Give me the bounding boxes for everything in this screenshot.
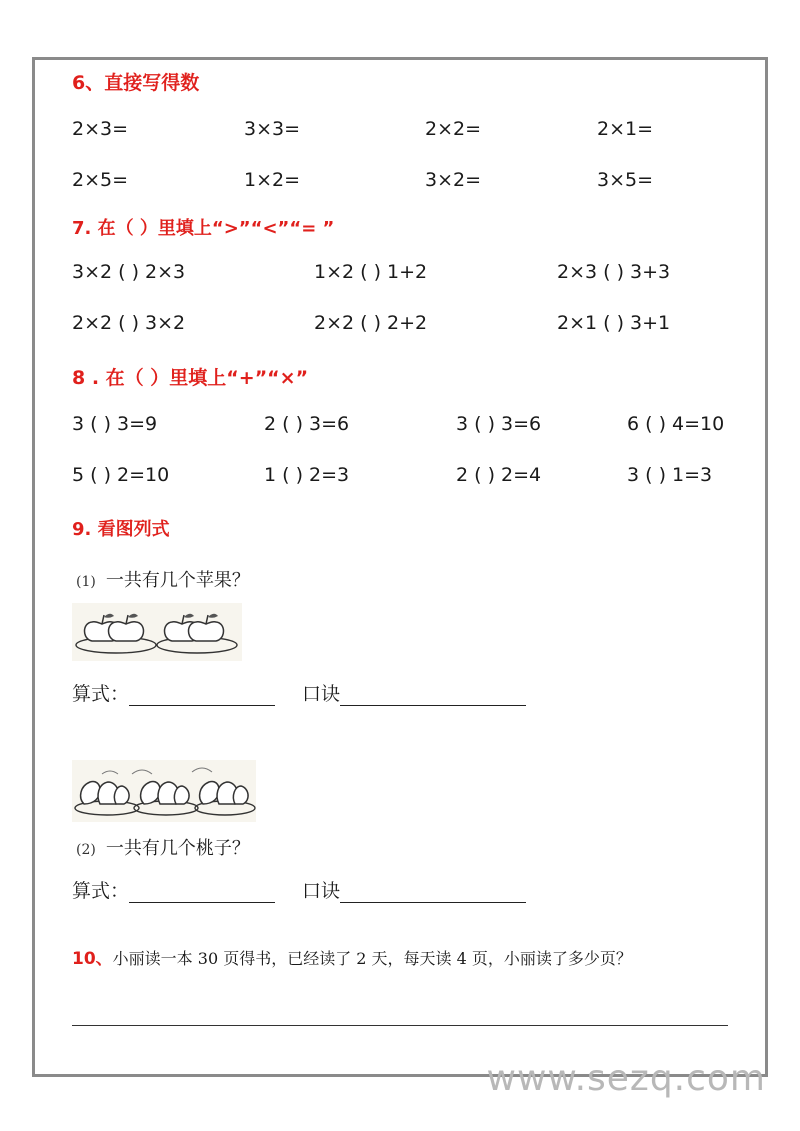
q9-part2-num: (2) [76,842,96,858]
q8-row-2 [0,464,800,494]
q6-row-1 [0,118,800,148]
q8-item: 6 ( ) 4=10 [627,413,725,435]
q9-part1-num: (1) [76,574,96,590]
q7-item: 2×2 ( ) 2+2 [314,312,428,334]
rhyme-label: 口诀 [302,880,341,902]
q6-item: 2×3= [72,118,129,140]
q10-question [72,944,632,969]
formula-label: 算式： [72,880,130,902]
q7-item: 3×2 ( ) 2×3 [72,261,186,283]
rhyme-label: 口诀 [302,683,341,705]
q8-item: 2 ( ) 3=6 [264,413,350,435]
q6-title: 6、直接写得数 [72,72,200,94]
q9-part2-question [76,834,250,860]
formula-label: 算式： [72,683,130,705]
formula-blank[interactable] [129,685,275,706]
q10-num: 10、 [72,949,113,969]
q8-item: 1 ( ) 2=3 [264,464,350,486]
q9-part2-answer-line [72,876,526,903]
q6-item: 3×5= [597,169,654,191]
q6-item: 2×1= [597,118,654,140]
q7-row-2 [0,312,800,342]
q7-title: 7. 在（ ）里填上“>”“<”“= ” [72,218,335,239]
q6-item: 2×2= [425,118,482,140]
q8-title: 8 . 在（ ）里填上“+”“×” [72,367,309,389]
q7-item: 1×2 ( ) 1+2 [314,261,428,283]
q9-part1-text: 一共有几个苹果？ [105,570,250,591]
rhyme-blank[interactable] [340,882,526,903]
apple-plate-illustration [72,603,242,661]
q10-text: 小丽读一本 30 页得书，已经读了 2 天，每天读 4 页，小丽读了多少页？ [112,949,632,968]
q8-row-1 [0,413,800,443]
q7-item: 2×3 ( ) 3+3 [557,261,671,283]
q9-title: 9. 看图列式 [72,519,170,540]
peach-plate-illustration [72,760,256,822]
q7-item: 2×2 ( ) 3×2 [72,312,186,334]
q9-part1-question [76,566,250,592]
peach-icon [81,781,248,804]
q8-item: 5 ( ) 2=10 [72,464,170,486]
q8-item: 3 ( ) 3=6 [456,413,542,435]
q7-row-1 [0,261,800,291]
q6-item: 3×2= [425,169,482,191]
q8-item: 3 ( ) 1=3 [627,464,713,486]
q7-item: 2×1 ( ) 3+1 [557,312,671,334]
q6-item: 2×5= [72,169,129,191]
q6-item: 3×3= [244,118,301,140]
q8-item: 3 ( ) 3=9 [72,413,158,435]
formula-blank[interactable] [129,882,275,903]
q9-part2-text: 一共有几个桃子？ [105,838,250,859]
q9-part1-answer-line [72,679,526,706]
watermark: www.sezq.com [486,1058,766,1099]
q6-item: 1×2= [244,169,301,191]
q8-item: 2 ( ) 2=4 [456,464,542,486]
rhyme-blank[interactable] [340,685,526,706]
q6-row-2 [0,169,800,199]
q10-answer-line[interactable] [72,1025,728,1026]
